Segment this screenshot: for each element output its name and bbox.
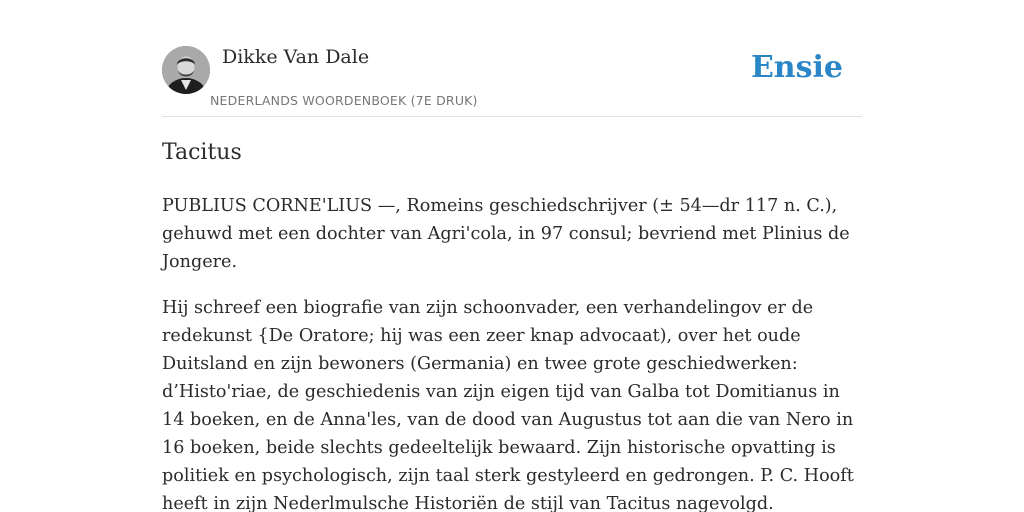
entry-paragraph: Hij schreef een biografie van zijn schoonvader, een verhandelingov er de redekunst {De Oratore; hij was een zeer knap advocaat), over het oude Duitsland en zijn bewoners (Germania) en twee grote geschiedwerken: d’Histo'riae, de geschiedenis van zijn eigen tijd van Galba tot Domitianus in 14 boeken, en de Anna'les, van de dood van Augustus tot aan die van Nero in 16 boeken, beide slechts gedeeltelijk bewaard. Zijn historische opvatting is politiek en psychologisch, zijn taal sterk gestyleerd en gedrongen. P. C. Hooft heeft in zijn Nederlmulsche Historiën de stijl van Tacitus nagevolgd.	[162, 298, 854, 512]
entry-body	[162, 192, 862, 512]
ensie-logo[interactable]: Ensie	[750, 50, 843, 85]
author-portrait-icon[interactable]	[162, 46, 210, 94]
entry-title: Tacitus	[162, 140, 242, 165]
entry-paragraph: PUBLIUS CORNE'LIUS —, Romeins geschiedschrijver (± 54—dr 117 n. C.), gehuwd met een dochter van Agri'cola, in 97 consul; bevriend met Plinius de Jongere.	[162, 196, 850, 272]
header	[162, 46, 862, 117]
source-label: NEDERLANDS WOORDENBOEK (7E DRUK)	[210, 93, 478, 108]
author-name[interactable]: Dikke Van Dale	[222, 46, 370, 68]
author-portrait-image	[162, 46, 210, 94]
